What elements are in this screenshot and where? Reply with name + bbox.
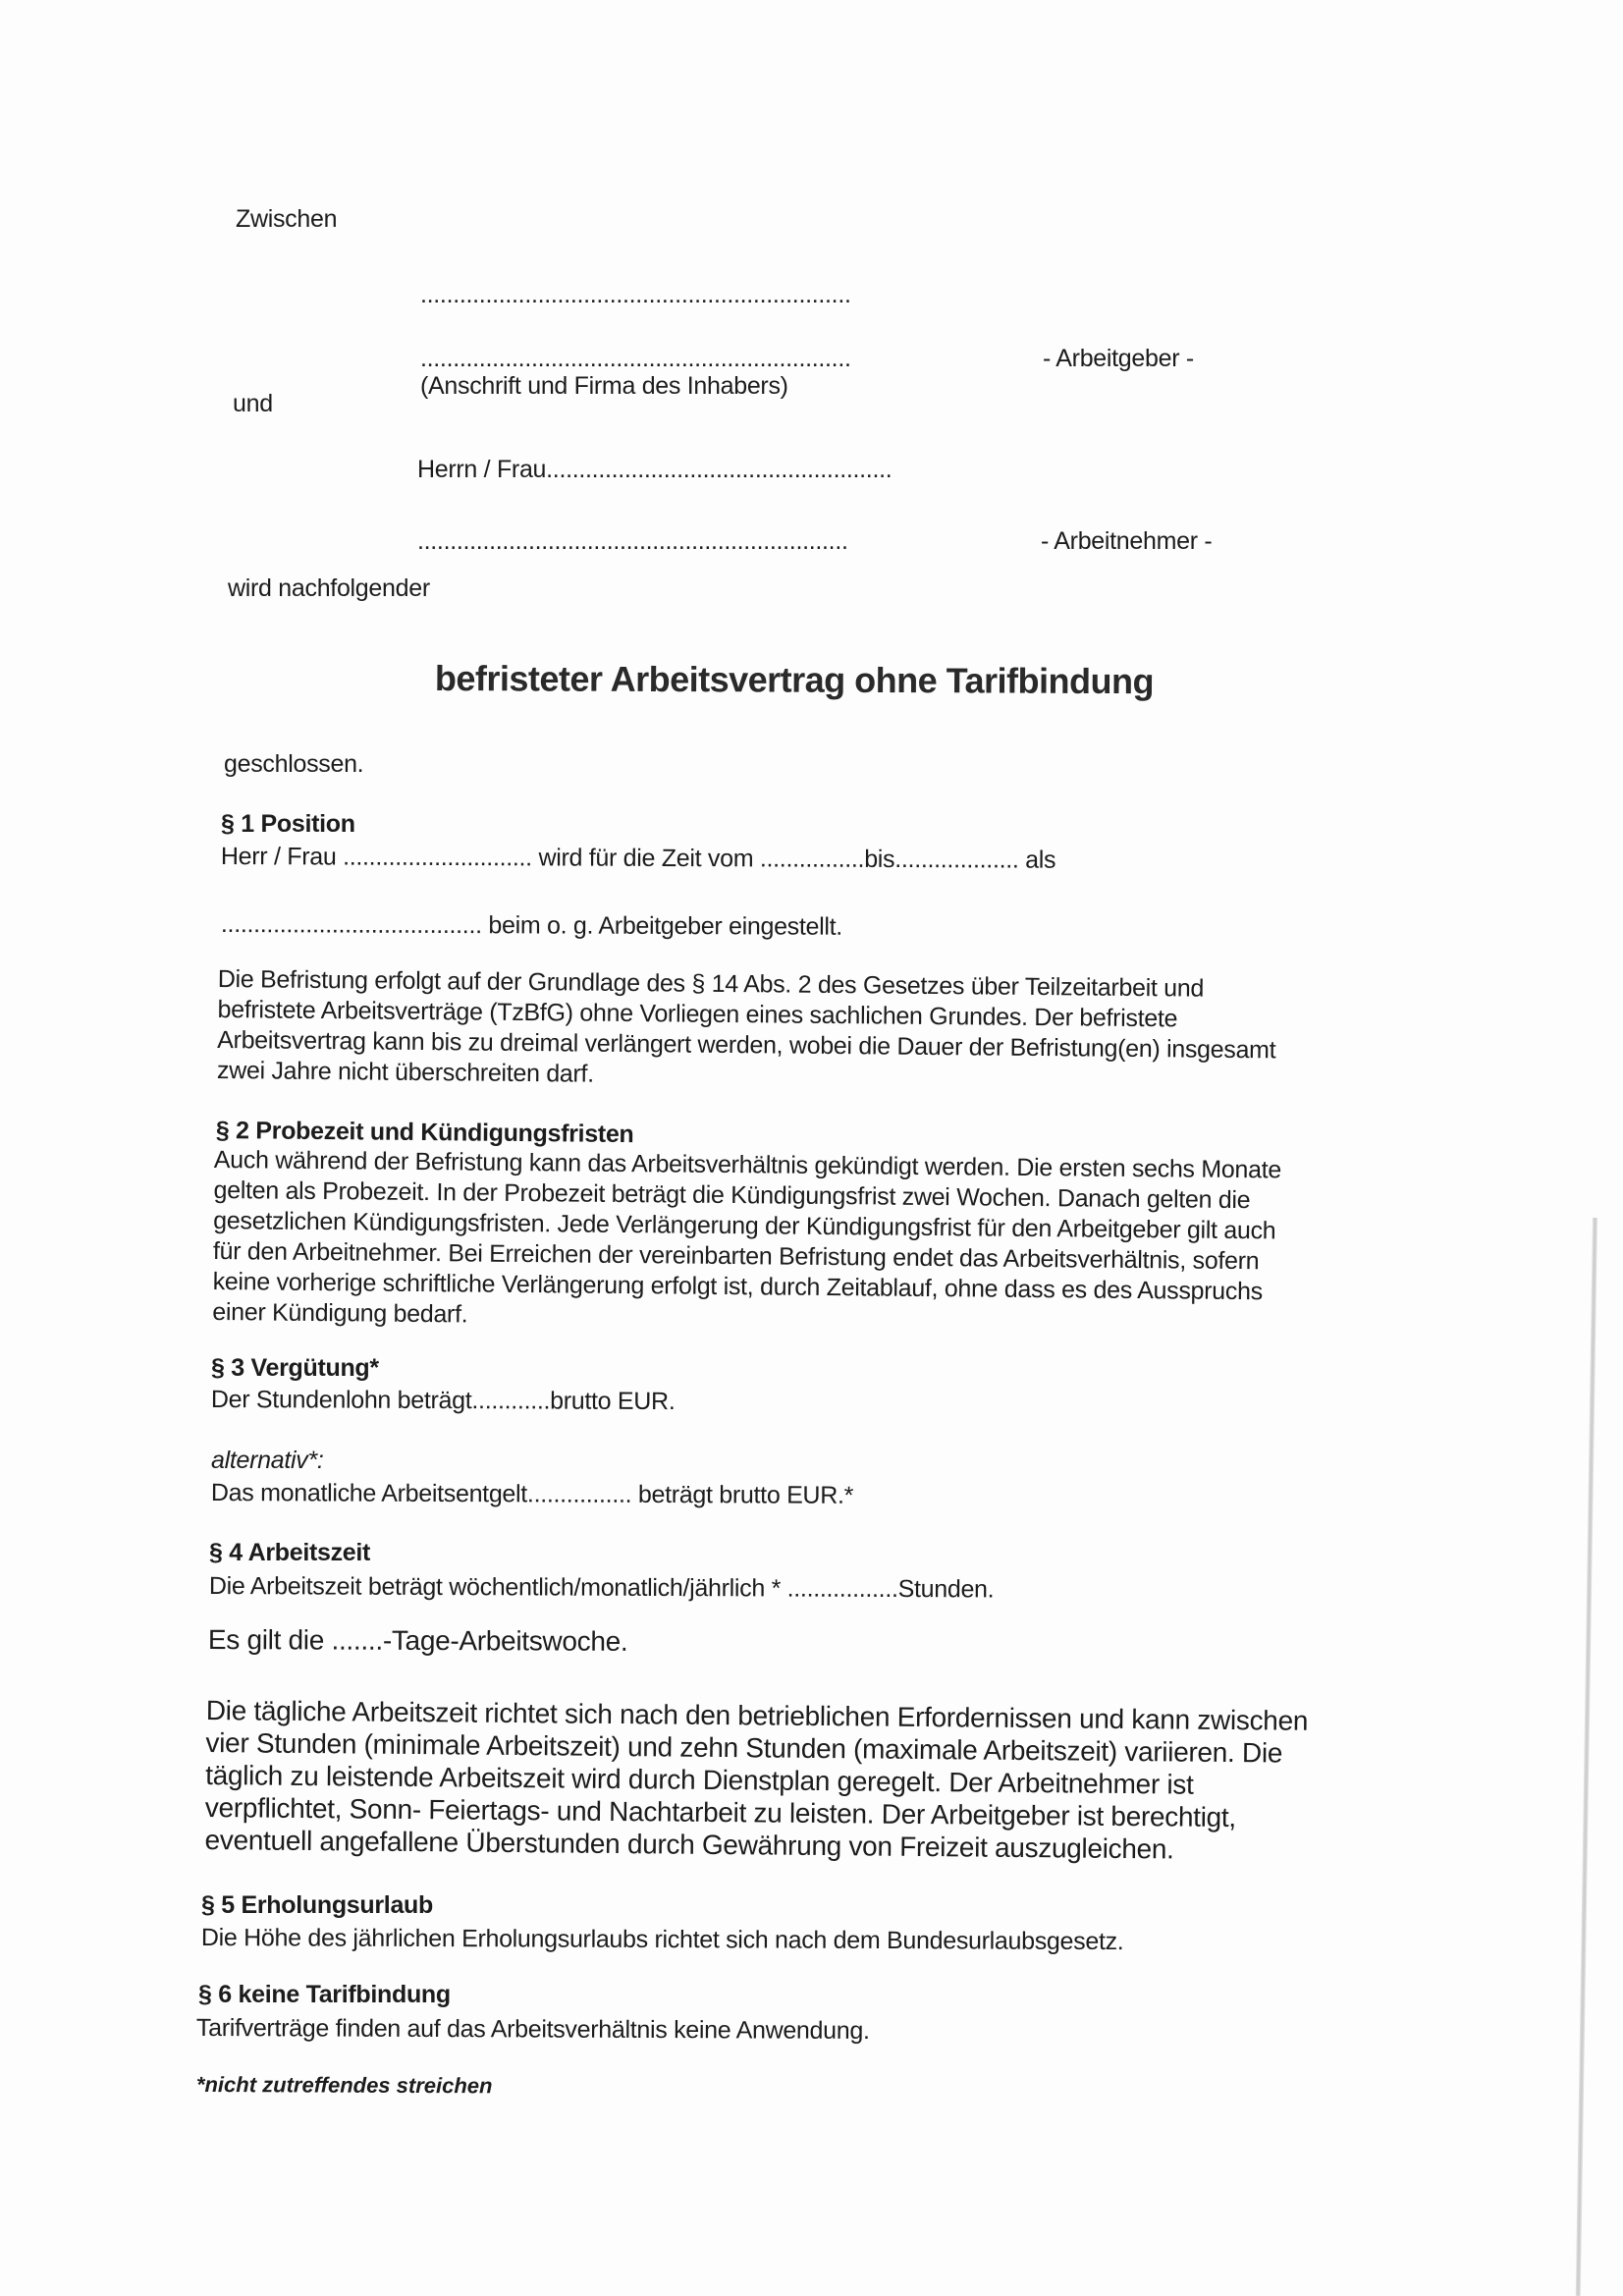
- section-4-heading: § 4 Arbeitszeit: [209, 1539, 371, 1566]
- section-6-text: Tarifverträge finden auf das Arbeitsverhältnis keine Anwendung.: [195, 2014, 870, 2045]
- and-label: und: [233, 390, 273, 417]
- scan-edge-shadow: [1576, 1218, 1597, 2296]
- section-3-hourly-wage: Der Stundenlohn beträgt............brutto EUR.: [210, 1386, 676, 1416]
- employer-field-2: ..................................................................: [420, 345, 851, 372]
- section-1-heading: § 1 Position: [221, 810, 355, 838]
- section-3-monthly-salary: Das monatliche Arbeitsentgelt................ beträgt brutto EUR.*: [210, 1479, 854, 1509]
- section-1-employer-line: ........................................ beim o. g. Arbeitgeber eingestellt.: [220, 910, 843, 941]
- footnote: *nicht zutreffendes streichen: [195, 2072, 493, 2099]
- section-6-heading: § 6 keine Tarifbindung: [198, 1981, 451, 2008]
- paragraph-line: eventuell angefallene Überstunden durch Gewährung von Freizeit auszugleichen.: [204, 1824, 1174, 1865]
- section-1-paragraph: [217, 964, 1276, 1096]
- paragraph-line: für den Arbeitnehmer. Bei Erreichen der vereinbarten Befristung endet das Arbeitsverhältnis, sofern: [212, 1236, 1260, 1276]
- paragraph-line: Auch während der Befristung kann das Arbeitsverhältnis gekündigt werden. Die ersten sechs Monate: [213, 1146, 1282, 1184]
- paragraph-line: Die tägliche Arbeitszeit richtet sich nach den betrieblichen Erfordernissen und kann zwischen: [205, 1695, 1309, 1736]
- document-title: befristeter Arbeitsvertrag ohne Tarifbindung: [434, 658, 1155, 702]
- paragraph-line: zwei Jahre nicht überschreiten darf.: [216, 1056, 594, 1088]
- section-3-alternative-label: alternativ*:: [211, 1447, 324, 1474]
- employee-name-prefix: Herrn / Frau: [417, 456, 547, 483]
- section-4-paragraph: [204, 1694, 1308, 1867]
- paragraph-line: gelten als Probezeit. In der Probezeit beträgt die Kündigungsfrist zwei Wochen. Danach gelten die: [213, 1175, 1251, 1215]
- employer-role-label: - Arbeitgeber -: [1043, 345, 1194, 372]
- paragraph-line: Die Befristung erfolgt auf der Grundlage des § 14 Abs. 2 des Gesetzes über Teilzeitarbeit und: [217, 964, 1205, 1003]
- concluded-label: geschlossen.: [224, 750, 364, 778]
- employee-field: ..................................................................: [417, 527, 848, 555]
- section-2-heading: § 2 Probezeit und Kündigungsfristen: [215, 1117, 634, 1149]
- paragraph-line: verpflichtet, Sonn- Feiertags- und Nachtarbeit zu leisten. Der Arbeitgeber ist berechtigt,: [204, 1791, 1236, 1833]
- section-2-paragraph: [212, 1145, 1281, 1338]
- employee-name-field: .....................................................: [546, 456, 893, 483]
- employee-name-line: [417, 455, 892, 484]
- employer-hint: (Anschrift und Firma des Inhabers): [420, 372, 788, 400]
- section-4-workweek-line: Es gilt die .......-Tage-Arbeitswoche.: [207, 1624, 628, 1657]
- section-5-heading: § 5 Erholungsurlaub: [201, 1891, 433, 1919]
- paragraph-line: einer Kündigung bedarf.: [212, 1297, 468, 1329]
- paragraph-line: täglich zu leistende Arbeitszeit wird durch Dienstplan geregelt. Der Arbeitnehmer ist: [205, 1759, 1194, 1800]
- paragraph-line: keine vorherige schriftliche Verlängerung erfolgt ist, durch Zeitablauf, ohne dass es des Ausspruchs: [212, 1267, 1263, 1306]
- paragraph-line: befristete Arbeitsverträge (TzBfG) ohne Vorliegen eines sachlichen Grundes. Der befristete: [217, 995, 1178, 1033]
- section-5-text: Die Höhe des jährlichen Erholungsurlaubs richtet sich nach dem Bundesurlaubsgesetz.: [200, 1924, 1124, 1956]
- employee-role-label: - Arbeitnehmer -: [1041, 527, 1213, 555]
- between-label: Zwischen: [236, 205, 338, 233]
- section-3-heading: § 3 Vergütung*: [211, 1354, 379, 1382]
- section-1-position-line: Herr / Frau ............................. wird für die Zeit vom ................bis................... als: [220, 843, 1056, 874]
- paragraph-line: vier Stunden (minimale Arbeitszeit) und zehn Stunden (maximale Arbeitszeit) variieren. Die: [205, 1726, 1283, 1769]
- paragraph-line: gesetzlichen Kündigungsfristen. Jede Verlängerung der Kündigungsfrist für den Arbeitgeber gilt auch: [213, 1206, 1276, 1245]
- section-4-hours-line: Die Arbeitszeit beträgt wöchentlich/monatlich/jährlich * .................Stunden.: [208, 1572, 995, 1604]
- following-label: wird nachfolgender: [228, 574, 430, 602]
- paragraph-line: Arbeitsvertrag kann bis zu dreimal verlängert werden, wobei die Dauer der Befristung(en) insgesamt: [217, 1025, 1276, 1065]
- employer-field-1: ..................................................................: [420, 281, 851, 308]
